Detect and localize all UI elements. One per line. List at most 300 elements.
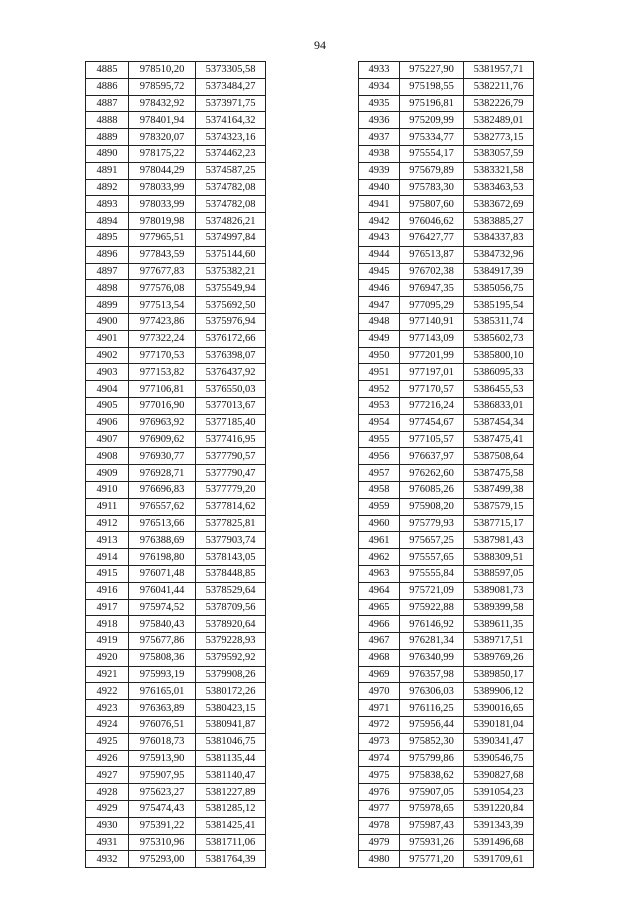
y-coordinate-cell: 5374164,32 [196,112,266,129]
table-row [359,633,534,650]
point-number-cell: 4948 [359,313,400,330]
table-row [359,717,534,734]
x-coordinate-cell: 976963,92 [129,414,196,431]
x-coordinate-cell: 977576,08 [129,280,196,297]
point-number-cell: 4918 [86,616,129,633]
y-coordinate-cell: 5387579,15 [464,498,534,515]
y-coordinate-cell: 5381957,71 [464,62,534,79]
table-row [86,112,266,129]
table-row [86,263,266,280]
table-row [86,750,266,767]
x-coordinate-cell: 977105,57 [400,431,464,448]
y-coordinate-cell: 5374997,84 [196,229,266,246]
x-coordinate-cell: 975907,05 [400,784,464,801]
point-number-cell: 4909 [86,465,129,482]
x-coordinate-cell: 975922,88 [400,599,464,616]
point-number-cell: 4915 [86,565,129,582]
y-coordinate-cell: 5382211,76 [464,78,534,95]
x-coordinate-cell: 975555,84 [400,565,464,582]
coordinates-table-right [358,61,534,868]
table-row [359,297,534,314]
y-coordinate-cell: 5386833,01 [464,397,534,414]
y-coordinate-cell: 5391496,68 [464,834,534,851]
table-row [359,515,534,532]
x-coordinate-cell: 977965,51 [129,229,196,246]
x-coordinate-cell: 976116,25 [400,700,464,717]
table-row [359,162,534,179]
y-coordinate-cell: 5376172,66 [196,330,266,347]
table-row [359,95,534,112]
y-coordinate-cell: 5384917,39 [464,263,534,280]
point-number-cell: 4895 [86,229,129,246]
y-coordinate-cell: 5385195,54 [464,297,534,314]
point-number-cell: 4889 [86,129,129,146]
table-row [359,666,534,683]
y-coordinate-cell: 5386095,33 [464,364,534,381]
x-coordinate-cell: 975474,43 [129,801,196,818]
point-number-cell: 4964 [359,582,400,599]
x-coordinate-cell: 977677,83 [129,263,196,280]
y-coordinate-cell: 5382226,79 [464,95,534,112]
table-row [359,532,534,549]
x-coordinate-cell: 978320,07 [129,129,196,146]
point-number-cell: 4980 [359,851,400,868]
y-coordinate-cell: 5381135,44 [196,750,266,767]
point-number-cell: 4913 [86,532,129,549]
table-row [359,801,534,818]
y-coordinate-cell: 5381711,06 [196,834,266,851]
point-number-cell: 4976 [359,784,400,801]
x-coordinate-cell: 976696,83 [129,481,196,498]
table-row [359,431,534,448]
point-number-cell: 4975 [359,767,400,784]
table-row [86,683,266,700]
table-row [359,129,534,146]
point-number-cell: 4907 [86,431,129,448]
y-coordinate-cell: 5387475,58 [464,465,534,482]
y-coordinate-cell: 5374782,08 [196,179,266,196]
point-number-cell: 4904 [86,381,129,398]
point-number-cell: 4957 [359,465,400,482]
table-row [86,481,266,498]
x-coordinate-cell: 975838,62 [400,767,464,784]
table-row [359,448,534,465]
x-coordinate-cell: 975956,44 [400,717,464,734]
y-coordinate-cell: 5389611,35 [464,616,534,633]
y-coordinate-cell: 5390016,65 [464,700,534,717]
y-coordinate-cell: 5387475,41 [464,431,534,448]
page-number: 94 [314,38,326,52]
table-row [86,330,266,347]
point-number-cell: 4935 [359,95,400,112]
x-coordinate-cell: 976909,62 [129,431,196,448]
table-row [86,414,266,431]
y-coordinate-cell: 5376550,03 [196,381,266,398]
point-number-cell: 4974 [359,750,400,767]
table-row [359,246,534,263]
x-coordinate-cell: 976085,26 [400,481,464,498]
point-number-cell: 4925 [86,733,129,750]
table-row [86,666,266,683]
y-coordinate-cell: 5381285,12 [196,801,266,818]
x-coordinate-cell: 975779,93 [400,515,464,532]
x-coordinate-cell: 976702,38 [400,263,464,280]
table-row [359,213,534,230]
y-coordinate-cell: 5388309,51 [464,549,534,566]
x-coordinate-cell: 977197,01 [400,364,464,381]
y-coordinate-cell: 5390827,68 [464,767,534,784]
y-coordinate-cell: 5373484,27 [196,78,266,95]
x-coordinate-cell: 978401,94 [129,112,196,129]
point-number-cell: 4896 [86,246,129,263]
x-coordinate-cell: 977216,24 [400,397,464,414]
point-number-cell: 4926 [86,750,129,767]
table-row [86,397,266,414]
x-coordinate-cell: 976513,87 [400,246,464,263]
x-coordinate-cell: 975227,90 [400,62,464,79]
y-coordinate-cell: 5378448,85 [196,565,266,582]
table-row [359,112,534,129]
point-number-cell: 4932 [86,851,129,868]
table-row [86,515,266,532]
x-coordinate-cell: 976018,73 [129,733,196,750]
x-coordinate-cell: 976306,03 [400,683,464,700]
x-coordinate-cell: 976165,01 [129,683,196,700]
point-number-cell: 4888 [86,112,129,129]
y-coordinate-cell: 5390546,75 [464,750,534,767]
point-number-cell: 4912 [86,515,129,532]
table-row [359,767,534,784]
table-row [86,246,266,263]
point-number-cell: 4924 [86,717,129,734]
point-number-cell: 4979 [359,834,400,851]
point-number-cell: 4968 [359,649,400,666]
y-coordinate-cell: 5381227,89 [196,784,266,801]
y-coordinate-cell: 5391709,61 [464,851,534,868]
point-number-cell: 4897 [86,263,129,280]
y-coordinate-cell: 5374826,21 [196,213,266,230]
table-row [86,532,266,549]
y-coordinate-cell: 5381046,75 [196,733,266,750]
x-coordinate-cell: 976557,62 [129,498,196,515]
x-coordinate-cell: 975852,30 [400,733,464,750]
table-row [86,599,266,616]
table-row [359,750,534,767]
table-row [359,263,534,280]
x-coordinate-cell: 977843,59 [129,246,196,263]
x-coordinate-cell: 975840,43 [129,616,196,633]
point-number-cell: 4893 [86,196,129,213]
point-number-cell: 4941 [359,196,400,213]
y-coordinate-cell: 5377013,67 [196,397,266,414]
point-number-cell: 4949 [359,330,400,347]
y-coordinate-cell: 5378529,64 [196,582,266,599]
coordinates-table-left [85,61,266,868]
table-row [359,78,534,95]
table-row [86,381,266,398]
y-coordinate-cell: 5383672,69 [464,196,534,213]
point-number-cell: 4939 [359,162,400,179]
table-row [86,616,266,633]
point-number-cell: 4965 [359,599,400,616]
y-coordinate-cell: 5378143,05 [196,549,266,566]
x-coordinate-cell: 977153,82 [129,364,196,381]
y-coordinate-cell: 5383463,53 [464,179,534,196]
y-coordinate-cell: 5376437,92 [196,364,266,381]
y-coordinate-cell: 5391054,23 [464,784,534,801]
x-coordinate-cell: 975783,30 [400,179,464,196]
table-row [86,280,266,297]
table-row [86,129,266,146]
x-coordinate-cell: 977170,57 [400,381,464,398]
y-coordinate-cell: 5385800,10 [464,347,534,364]
y-coordinate-cell: 5377790,57 [196,448,266,465]
point-number-cell: 4963 [359,565,400,582]
y-coordinate-cell: 5388597,05 [464,565,534,582]
y-coordinate-cell: 5387499,38 [464,481,534,498]
y-coordinate-cell: 5389399,58 [464,599,534,616]
x-coordinate-cell: 978019,98 [129,213,196,230]
x-coordinate-cell: 977423,86 [129,313,196,330]
table-row [86,78,266,95]
point-number-cell: 4894 [86,213,129,230]
y-coordinate-cell: 5386455,53 [464,381,534,398]
y-coordinate-cell: 5377779,20 [196,481,266,498]
table-row [359,616,534,633]
table-row [86,313,266,330]
x-coordinate-cell: 976198,80 [129,549,196,566]
point-number-cell: 4971 [359,700,400,717]
x-coordinate-cell: 975293,00 [129,851,196,868]
y-coordinate-cell: 5380172,26 [196,683,266,700]
x-coordinate-cell: 975993,19 [129,666,196,683]
y-coordinate-cell: 5378709,56 [196,599,266,616]
x-coordinate-cell: 976340,99 [400,649,464,666]
y-coordinate-cell: 5380941,87 [196,717,266,734]
y-coordinate-cell: 5384732,96 [464,246,534,263]
table-row [86,549,266,566]
table-row [86,582,266,599]
y-coordinate-cell: 5378920,64 [196,616,266,633]
point-number-cell: 4936 [359,112,400,129]
table-row [359,582,534,599]
y-coordinate-cell: 5383321,58 [464,162,534,179]
y-coordinate-cell: 5373971,75 [196,95,266,112]
x-coordinate-cell: 975198,55 [400,78,464,95]
point-number-cell: 4946 [359,280,400,297]
table-row [86,229,266,246]
point-number-cell: 4954 [359,414,400,431]
point-number-cell: 4931 [86,834,129,851]
table-row [86,145,266,162]
x-coordinate-cell: 975771,20 [400,851,464,868]
table-row [86,297,266,314]
point-number-cell: 4955 [359,431,400,448]
y-coordinate-cell: 5374782,08 [196,196,266,213]
table-row [359,700,534,717]
y-coordinate-cell: 5387508,64 [464,448,534,465]
x-coordinate-cell: 975679,89 [400,162,464,179]
table-row [86,347,266,364]
x-coordinate-cell: 978044,29 [129,162,196,179]
table-row [359,397,534,414]
table-row [359,196,534,213]
y-coordinate-cell: 5391343,39 [464,817,534,834]
point-number-cell: 4930 [86,817,129,834]
x-coordinate-cell: 977016,90 [129,397,196,414]
x-coordinate-cell: 977322,24 [129,330,196,347]
point-number-cell: 4966 [359,616,400,633]
y-coordinate-cell: 5389081,73 [464,582,534,599]
y-coordinate-cell: 5389906,12 [464,683,534,700]
point-number-cell: 4905 [86,397,129,414]
y-coordinate-cell: 5385311,74 [464,313,534,330]
table-row [359,330,534,347]
point-number-cell: 4969 [359,666,400,683]
table-row [86,649,266,666]
x-coordinate-cell: 975677,86 [129,633,196,650]
point-number-cell: 4952 [359,381,400,398]
table-row [359,347,534,364]
x-coordinate-cell: 975310,96 [129,834,196,851]
table-row [359,280,534,297]
table-row [86,95,266,112]
point-number-cell: 4942 [359,213,400,230]
x-coordinate-cell: 975623,27 [129,784,196,801]
point-number-cell: 4951 [359,364,400,381]
x-coordinate-cell: 976513,66 [129,515,196,532]
x-coordinate-cell: 976076,51 [129,717,196,734]
x-coordinate-cell: 976262,60 [400,465,464,482]
table-row [359,851,534,868]
y-coordinate-cell: 5374323,16 [196,129,266,146]
point-number-cell: 4937 [359,129,400,146]
point-number-cell: 4938 [359,145,400,162]
table-row [359,817,534,834]
x-coordinate-cell: 975196,81 [400,95,464,112]
y-coordinate-cell: 5375976,94 [196,313,266,330]
table-row [359,784,534,801]
x-coordinate-cell: 976281,34 [400,633,464,650]
point-number-cell: 4900 [86,313,129,330]
x-coordinate-cell: 976363,89 [129,700,196,717]
x-coordinate-cell: 975808,36 [129,649,196,666]
table-row [86,498,266,515]
y-coordinate-cell: 5375382,21 [196,263,266,280]
point-number-cell: 4887 [86,95,129,112]
table-row [86,62,266,79]
point-number-cell: 4890 [86,145,129,162]
y-coordinate-cell: 5374462,23 [196,145,266,162]
point-number-cell: 4967 [359,633,400,650]
table-row [359,565,534,582]
x-coordinate-cell: 975807,60 [400,196,464,213]
x-coordinate-cell: 975657,25 [400,532,464,549]
x-coordinate-cell: 975907,95 [129,767,196,784]
y-coordinate-cell: 5390341,47 [464,733,534,750]
x-coordinate-cell: 977095,29 [400,297,464,314]
y-coordinate-cell: 5381140,47 [196,767,266,784]
point-number-cell: 4961 [359,532,400,549]
point-number-cell: 4886 [86,78,129,95]
x-coordinate-cell: 978033,99 [129,179,196,196]
point-number-cell: 4920 [86,649,129,666]
x-coordinate-cell: 976388,69 [129,532,196,549]
table-row [359,683,534,700]
y-coordinate-cell: 5377416,95 [196,431,266,448]
point-number-cell: 4933 [359,62,400,79]
y-coordinate-cell: 5379228,93 [196,633,266,650]
table-row [86,851,266,868]
point-number-cell: 4911 [86,498,129,515]
table-row [86,700,266,717]
point-number-cell: 4901 [86,330,129,347]
y-coordinate-cell: 5377903,74 [196,532,266,549]
table-row [359,62,534,79]
x-coordinate-cell: 976928,71 [129,465,196,482]
x-coordinate-cell: 978432,92 [129,95,196,112]
table-row [86,633,266,650]
x-coordinate-cell: 977170,53 [129,347,196,364]
y-coordinate-cell: 5375144,60 [196,246,266,263]
point-number-cell: 4903 [86,364,129,381]
table-row [86,465,266,482]
point-number-cell: 4944 [359,246,400,263]
y-coordinate-cell: 5384337,83 [464,229,534,246]
point-number-cell: 4973 [359,733,400,750]
x-coordinate-cell: 975974,52 [129,599,196,616]
x-coordinate-cell: 976637,97 [400,448,464,465]
y-coordinate-cell: 5389717,51 [464,633,534,650]
point-number-cell: 4899 [86,297,129,314]
point-number-cell: 4928 [86,784,129,801]
point-number-cell: 4950 [359,347,400,364]
y-coordinate-cell: 5382773,15 [464,129,534,146]
y-coordinate-cell: 5375692,50 [196,297,266,314]
point-number-cell: 4906 [86,414,129,431]
y-coordinate-cell: 5391220,84 [464,801,534,818]
table-row [86,801,266,818]
table-row [359,481,534,498]
table-row [86,364,266,381]
table-row [86,196,266,213]
point-number-cell: 4898 [86,280,129,297]
x-coordinate-cell: 977454,67 [400,414,464,431]
table-row [359,649,534,666]
x-coordinate-cell: 976041,44 [129,582,196,599]
x-coordinate-cell: 976146,92 [400,616,464,633]
table-row [86,733,266,750]
x-coordinate-cell: 978595,72 [129,78,196,95]
point-number-cell: 4972 [359,717,400,734]
point-number-cell: 4914 [86,549,129,566]
point-number-cell: 4960 [359,515,400,532]
x-coordinate-cell: 975931,26 [400,834,464,851]
table-row [86,162,266,179]
table-row [359,733,534,750]
y-coordinate-cell: 5377185,40 [196,414,266,431]
x-coordinate-cell: 978033,99 [129,196,196,213]
table-row [86,179,266,196]
x-coordinate-cell: 977201,99 [400,347,464,364]
y-coordinate-cell: 5389850,17 [464,666,534,683]
point-number-cell: 4891 [86,162,129,179]
x-coordinate-cell: 977140,91 [400,313,464,330]
point-number-cell: 4910 [86,481,129,498]
x-coordinate-cell: 975908,20 [400,498,464,515]
x-coordinate-cell: 975391,22 [129,817,196,834]
point-number-cell: 4947 [359,297,400,314]
